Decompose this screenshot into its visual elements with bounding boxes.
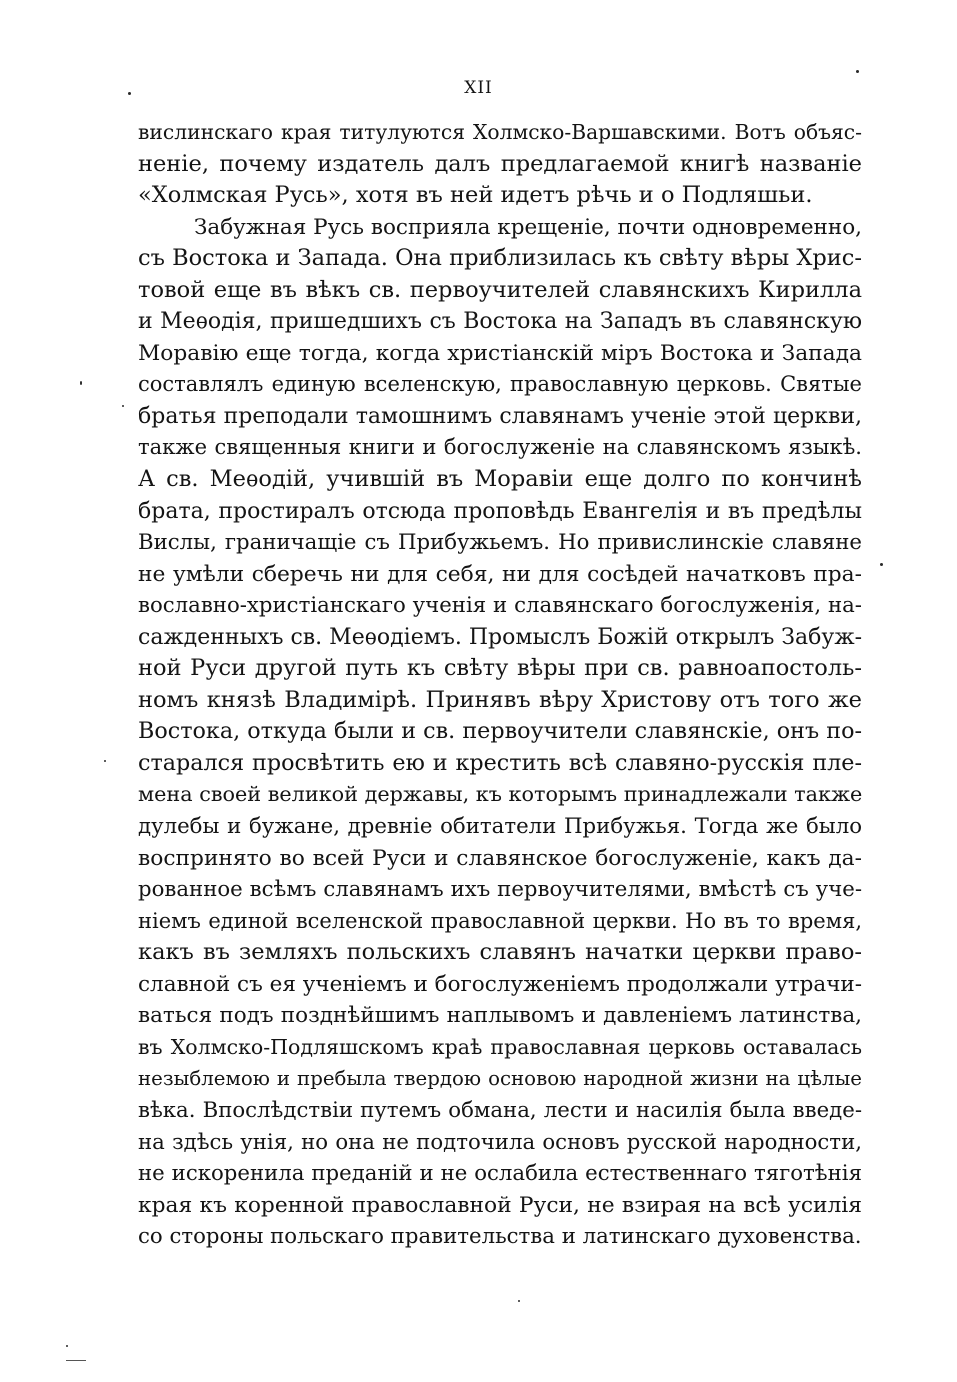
text-line: сажденныхъ св. Меѳодіемъ. Промыслъ Божій открылъ Забуж- <box>138 624 862 650</box>
text-line: на здѣсь унія, но она не подточила основъ русской народности, <box>138 1129 862 1155</box>
text-line: А св. Меѳодій, учившій въ Моравіи еще долго по кончинѣ <box>138 466 862 493</box>
text-line: края къ коренной православной Руси, не взирая на всѣ усилія <box>138 1192 862 1218</box>
text-line: «Холмская Русь», хотя въ ней идетъ рѣчь и о Подляшьи. <box>138 182 813 209</box>
text-line: братья преподали тамошнимъ славянамъ ученіе этой церкви, <box>138 403 862 429</box>
text-line: неніе, почему издатель далъ предлагаемой книгѣ названіе <box>138 150 862 177</box>
text-line: съ Востока и Запада. Она приблизилась къ свѣту вѣры Хрис- <box>138 245 862 272</box>
text-line: и Меѳодія, пришедшихъ съ Востока на Западъ въ славянскую <box>138 309 862 335</box>
text-line: мена своей великой державы, къ которымъ принадлежали также <box>138 782 862 807</box>
scan-speck <box>66 1345 68 1347</box>
text-line: вѣка. Впослѣдствіи путемъ обмана, лести и насилія была введе- <box>138 1097 862 1123</box>
scan-speck <box>128 92 131 95</box>
text-line: незыблемою и пребыла твердою основою народной жизни на цѣлые <box>138 1067 862 1091</box>
scan-speck <box>80 381 82 385</box>
text-line: Забужная Русь восприяла крещеніе, почти одновременно, <box>194 214 862 240</box>
text-line: номъ князѣ Владимірѣ. Принявъ вѣру Христову отъ того же <box>138 686 862 713</box>
text-line: Вислы, граничащіе съ Прибужьемъ. Но привислинскіе славяне <box>138 530 862 556</box>
text-line: ной Руси другой путь къ свѣту вѣры при св. равноапостоль- <box>138 655 862 682</box>
text-line: воспринято во всей Руси и славянское богослуженіе, какъ да- <box>138 845 862 871</box>
text-line: составлялъ единую вселенскую, православную церковь. Святые <box>138 372 862 397</box>
text-line: товой еще въ вѣкъ св. первоучителей славянскихъ Кирилла <box>138 276 862 303</box>
text-line: рованное всѣмъ славянамъ ихъ первоучителями, вмѣстѣ съ уче- <box>138 877 862 903</box>
text-line: старался просвѣтить ею и крестить всѣ славяно-русскія пле- <box>138 749 862 776</box>
paragraph-1 <box>138 117 862 212</box>
text-line: ніемъ единой вселенской православной церкви. Но въ то время, <box>138 908 862 933</box>
scan-speck <box>122 405 124 407</box>
text-line: не умѣли сберечь ни для себя, ни для сосѣдей начатковъ пра- <box>138 561 862 587</box>
text-line: въ Холмско-Подляшскомъ краѣ православная церковь оставалась <box>138 1034 862 1059</box>
text-line: вислинскаго края титулуются Холмско-Варшавскими. Вотъ объяс- <box>138 120 862 144</box>
scan-speck <box>104 760 106 762</box>
text-line: славной съ ея ученіемъ и богослуженіемъ продолжали утрачи- <box>138 971 862 997</box>
text-line: Моравію еще тогда, когда христіанскій міръ Востока и Запада <box>138 340 862 366</box>
text-line: не искоренила преданій и не ослабила естественнаго тяготѣнія <box>138 1161 862 1187</box>
text-line: со стороны польскаго правительства и латинскаго духовенства. <box>138 1224 862 1250</box>
scan-mark <box>66 1360 86 1361</box>
text-line: ваться подъ позднѣйшимъ наплывомъ и давленіемъ латинства, <box>138 1003 862 1029</box>
scan-speck <box>518 1300 520 1302</box>
scan-speck <box>880 563 883 566</box>
text-line: дулебы и бужане, древніе обитатели Прибужья. Тогда же было <box>138 814 862 840</box>
text-line: какъ въ земляхъ польскихъ славянъ начатки церкви право- <box>138 939 862 966</box>
text-line: Востока, откуда были и св. первоучители славянскіе, онъ по- <box>138 718 862 745</box>
text-line: также священныя книги и богослуженіе на славянскомъ языкѣ. <box>138 435 862 460</box>
page-number: XII <box>464 78 493 98</box>
text-line: вославно-христіанскаго ученія и славянскаго богослуженія, на- <box>138 593 862 619</box>
text-line: брата, простиралъ отсюда проповѣдь Евангелія и въ предѣлы <box>138 498 862 524</box>
body-text <box>138 117 862 1253</box>
paragraph-2 <box>138 212 862 1253</box>
scan-speck <box>856 70 859 73</box>
